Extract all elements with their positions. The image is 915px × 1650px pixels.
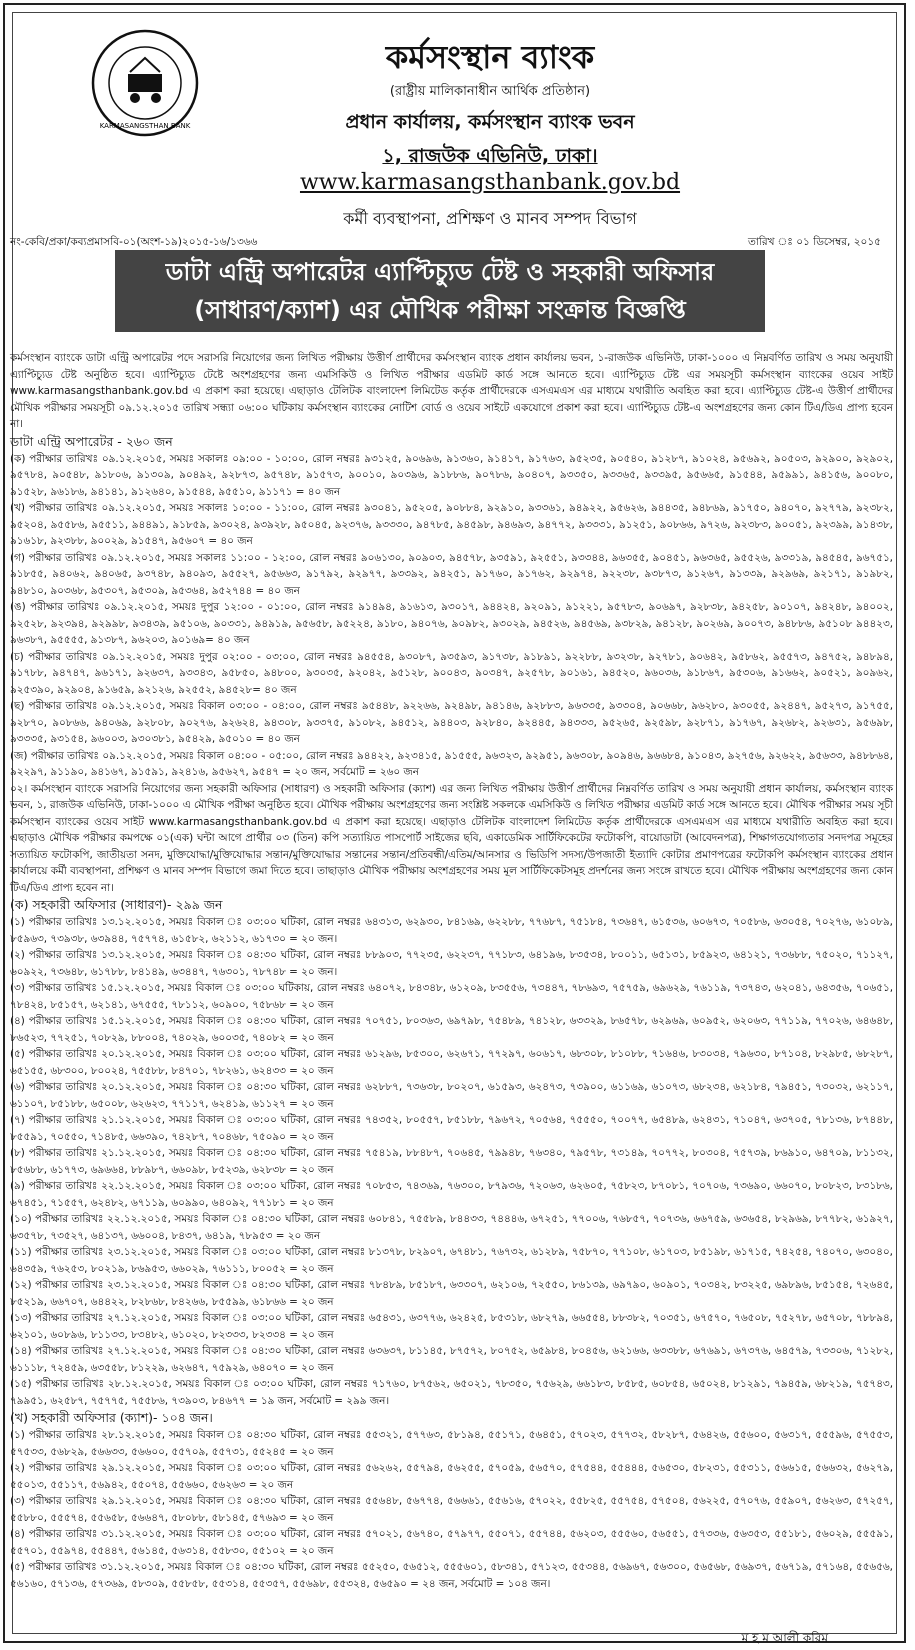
ao-general-group-1: (১) পরীক্ষার তারিখঃ ১৩.১২.২০১৫, সময়ঃ বিকাল ঃ ০৩:০০ ঘটিকা, রোল নম্বরঃ ৬৪৩১৩, ৬২৯৩০, ৮৪১৬৯, ৬২২৮৮, ৭৭৬৮৭, ৭৫১৮৪, ৭৩৬৪৭, ৬১৫৩৬, ৬০৬৭৩, ৭০৫৮৬, ৬৩০৫৪, ৭০২৭৬, ৬১০৮৯, ৮৫৯৬৩, ৭৩৯৩৮, ৬৩৯৪৪, ৭৫৭৭৪, ৬১৫৮২, ৬২১১২, ৬১৭৩০ = ২০ জন। [10,916,893,945]
deo-group-ga: (গ) পরীক্ষার তারিখঃ ০৯.১২.২০১৫, সময়ঃ সকালঃ ১১:০০ - ১২:০০, রোল নম্বরঃ ৯০৬১৩০, ৯০৯০৩, ৯৪৫৭৮, ৯৩৫৯১, ৯২৫৫১, ৯৩৩৪৪, ৯৬৩৫৫, ৯০৪৫১, ৯৬৩৬৫, ৯৫৫২৬, ৯৩৩১৯, ৯৪৫৪৫, ৯৬৭৫১, ৯১৮৫৫, ৯৪০৬২, ৯৪০৬৫, ৯৩৭৪৮, ৯৪০৯৩, ৯৫৫২৭, ৯৫৬৬৩, ৯১৭৯২, ৯২৯৭৭, ৯৩৩৯২, ৯৪২৫১, ৯১৭৬০, ৯১৭৬২, ৯২৯৭৪, ৯২২৩৮, ৯৩৮৭৩, ৯১২৬৭, ৯১৩৩৯, ৯২৯৬৯, ৯২১৭১, ৯১৯৮২, ৯৪৮১০, ৯০৩৬৮, ৯৫৩০৭, ৯৫৩০৯, ৯৫৩৬৪, ৯৫২৭৪৪ = ৪০ জন [10,551,893,597]
ao-general-group-11: (১১) পরীক্ষার তারিখঃ ২৩.১২.২০১৫, সময়ঃ বিকাল ঃ ০৩:০০ ঘটিকা, রোল নম্বরঃ ৮১৩৭৮, ৮২৯০৭, ৬৭৪৮১, ৭৬৭৩২, ৬১২৮৯, ৭৫৮৭০, ৭৭১০৮, ৬১৭০৩, ৮৫১৯৮, ৬১৭১৫, ৭৪২৫৪, ৭৪০৭০, ৬৩০৪০, ৬৪৩৫৯, ৭৬২৫৩, ৮০২১৯, ৮৬৯৫৩, ৬৬০২৯, ৭৬১১১, ৮০০৫২ = ২০ জন [10,1246,893,1275]
ao-general-group-4: (৪) পরীক্ষার তারিখঃ ১৫.১২.২০১৫, সময়ঃ বিকাল ঃ ০৪:৩০ ঘটিকা, রোল নম্বরঃ ৭০৭৫১, ৮০৩৬৩, ৬৯৭৯৮, ৭৫৪৮৯, ৭৪১২৮, ৬৩৩২৯, ৮৬৫৭৮, ৬২৯৬৯, ৬০৯৫২, ৬২০৬৩, ৭৭১১৯, ৭৭০২৬, ৬৪৬৪৮, ৮৬৫২৩, ৭৭২৫১, ৭০৮২৯, ৮৮০০৪, ৭৪০২৯, ৬০০৩৫, ৭৪০৮২ = ২০ জন [10,1015,893,1044]
bank-subtitle: (রাষ্ট্রীয় মালিকানাধীন আর্থিক প্রতিষ্ঠান) [389,84,591,99]
notice-title-line1: ডাটা এন্ট্রি অপারেটর এ্যাপ্টিচ্যুড টেষ্ট ও সহকারী অফিসার [165,258,715,286]
deo-heading: ডাটা এন্ট্রি অপারেটর - ২৬০ জন [10,433,173,449]
ao-intro-paragraph: ০২। কর্মসংস্থান ব্যাংকে সরাসরি নিয়োগের জন্য সহকারী অফিসার (সাধারণ) ও সহকারী অফিসার (ক্যাশ) এর জন্য লিখিত পরীক্ষায় উত্তীর্ণ প্রার্থীদের নিম্নবর্ণিত তারিখ ও সময় অনুযায়ী প্রধান কার্যালয়, কর্মসংস্থান ব্যাংক ভবন, ১, রাজউক এভিনিউ, ঢাকা-১০০০ এ মৌখিক পরীক্ষা অনুষ্ঠিত হবে। মৌখিক পরীক্ষায় অংশগ্রহণের জন্য সংশ্লিষ্ট সকলকে এমসিকিউ ও লিখিত পরীক্ষার এডমিট কার্ড সঙ্গে আনতে হবে। মৌখিক পরীক্ষার সময় সূচী কর্মসংস্থান ব্যাংকের ওয়েব সাইট www.karmasangsthanbank.gov.bd এ প্রকাশ করা হয়েছে। এছাড়াও টেলিটক বাংলাদেশ লিমিটেড কর্তৃক প্রার্থীদেরকে এসএমএস এর মাধ্যমে যথারীতি অবহিত করা হবে। এছাড়াও মৌখিক পরীক্ষার কমপক্ষে ০১(এক) ঘন্টা আগে প্রার্থীর ০৩ (তিন) কপি সত্যায়িত পাসপোর্ট সাইজের ছবি, একাডেমিক সার্টিফিকেটের ফটোকপি, বায়োডাটা (আবেদনপত্র), শিক্ষাগতযোগ্যতার সনদপত্র সমূহের সত্যায়িত ফটোকপি, জাতীয়তা সনদ, মুক্তিযোদ্ধা/মুক্তিযোদ্ধার সন্তান/মুক্তিযোদ্ধার সন্তানের সন্তান/প্রতিবন্ধী/এতিম/আনসার ও ভিডিপি সদস্য/উপজাতী ইত্যাদি কোটার প্রমাণপত্রের ফটোকপি কর্মসংস্থান ব্যাংকের প্রধান কার্যালয়ে কর্মী ব্যবস্থাপনা, প্রশিক্ষণ ও মানব সম্পদ বিভাগে জমা দিতে হবে। তাছাড়াও মৌখিক পরীক্ষায় অংশগ্রহণের সময় মূল সার্টিফিকেটসমূহ প্রদর্শনের জন্য সংঙ্গে রাখতে হবে। মৌখিক পরীক্ষায় অংশগ্রহণের জন্য কোন টিএ/ডিএ প্রাপ্য হবেন না। [10,782,893,894]
ao-cash-group-5: (৫) পরীক্ষার তারিখঃ ৩১.১২.২০১৫, সময়ঃ বিকাল ঃ ০৪:৩০ ঘটিকা, রোল নম্বরঃ ৫৫২৫০, ৫৬৫১২, ৫৫৫৬০১, ৫৮৩৪১, ৫৭১২৩, ৫৫৩৪৪, ৫৬৯৬৭, ৫৬৩০০, ৫৬৫৬৮, ৫৬৯৩৭, ৫৬৭১৯, ৫৭১৬৪, ৫৫৬৫৬, ৫৬১৬০, ৫৭১৩৬, ৫৭৩৬৯, ৫৮৩০৯, ৫৫৮৫৮, ৫৫৩১৪, ৫৫৩৫৭, ৫৫৬৯৮, ৫৫৩২৪, ৫৬৫৯০ = ২৪ জন, সর্বমোট = ১০৪ জন। [10,1561,893,1590]
ao-general-group-10: (১০) পরীক্ষার তারিখঃ ২২.১২.২০১৫, সময়ঃ বিকাল ঃ ০৪:৩০ ঘটিকা, রোল নম্বরঃ ৬০৮৪১, ৭৫৫৮৯, ৮৪৪৩৩, ৭৪৪৪৬, ৬৭২৫১, ৭৭০০৬, ৭৬৮৫৭, ৭০৭৩৬, ৬৬৭৫৯, ৬৩৬৫৪, ৮২৯৬৯, ৮৭৭৮২, ৬১৯২৭, ৬৩৫৭৮, ৭৩৫২৭, ৬৪১৩৭, ৬৬০০৪, ৮৪৩৭, ৬৪১৯, ৭৮৯৫৩ = ২০ জন [10,1213,893,1242]
deo-group-cha: (চ) পরীক্ষার তারিখঃ ০৯.১২.২০১৫, সময়ঃ দুপুর ০২:০০ - ০৩:০০, রোল নম্বরঃ ৯৪৫৫৪, ৯৩০৮৭, ৯৩৫৯৩, ৯১৭৩৮, ৯১৮৯১, ৯২২৮৮, ৯৩২৩৮, ৯২৭৮১, ৯০৬৪২, ৯৫৮৬২, ৯৫৫৭৩, ৯৪৭৫২, ৯৪৮৯৪, ৯১৭৮৮, ৯৪৭৪৭, ৯৬১৭১, ৯২৬৩৭, ৯৩৩৪৩, ৯৫৮৫০, ৯৪৮০০, ৯৩০৩৫, ৯২০৪২, ৯৫১২৮, ৯০০৪৩, ৯০৩৪৭, ৯২৫৭৮, ৯০১৬১, ৯৪৫২০, ৯৬০৩৬, ৯১৮৬৭, ৯৫৩০৬, ৯১৬৬২, ৯০৫২১, ৯০৯৬২, ৯২৫৩৯০, ৯২৯০৪, ৯১৬৫৯, ৯২১২৬, ৯২৫৫২, ৯৪৫২৮= ৪০ জন [10,650,893,696]
deo-group-umo: (ঙ) পরীক্ষার তারিখঃ ০৯.১২.২০১৫, সময়ঃ দুপুর ১২:০০ - ০১:০০, রোল নম্বরঃ ৯১৪৯৪, ৯১৬১৩, ৯৩০১৭, ৯৪৪২৪, ৯২০৯১, ৯১২২১, ৯৫৭৮৩, ৯০৬৯৭, ৯২৮৩৮, ৯৪২৫৮, ৯০১০৭, ৯৪২৪৮, ৯৪০০২, ৯২৫২৮, ৯২৩৯৪, ৯২৯৯৮, ৯৩৪৩৯, ৯৫১০৬, ৯০৩৩১, ৯৪৯১৯, ৯৫৬৫৮, ৯৫২২৪, ৯১৮০, ৯৪০৭৬, ৯০৯৮২, ৯৩০২৯, ৯৪৫২৬, ৯৪৫৬৯, ৯৩৮২৯, ৯৪১২৮, ৯০২৬৯, ৯০০৭৩, ৯৪৮৮৬, ৯৫১০৮ ৯৪৪২৩, ৯৬৩৮৭, ৯৫৫৫৫, ৯১৩৮৭, ৯৬২০৩, ৯০১৬৯= ৪০ জন [10,601,893,646]
ao-general-group-3: (৩) পরীক্ষার তারিখঃ ১৫.১২.২০১৫, সময়ঃ বিকাল ঃ ০৩:০০ ঘটিকায়, রোল নম্বরঃ ৬৪০৭২, ৮৪৩৪৮, ৬১২০৯, ৮৩৫৫৬, ৭৩৪৪৭, ৭৮৬৯৩, ৭৫৭৫৯, ৬৯৬২৯, ৭৬১১৯, ৭৩৭৪৩, ৬২০৪১, ৬৪৩৫৬, ৭০৬৫১, ৭৮৪২৪, ৮৫১৫৭, ৬২১৪১, ৬৭৫৫৫, ৭৮১১২, ৬০৯০০, ৭৫৮৬৮ = ২০ জন [10,982,893,1011]
ao-general-group-14: (১৪) পরীক্ষার তারিখঃ ২৭.১২.২০১৫, সময়ঃ বিকাল ঃ ০৪:৩০ ঘটিকা, রোল নম্বরঃ ৬৩৬৩৭, ৮১১৪৫, ৮৭৫৭২, ৮০৭৫২, ৬৫৯৮৪, ৮০৪৫৬, ৬২১৬৬, ৬৩৩৮৮, ৬৭৬৯১, ৬৭৩৭৬, ৬৪৫৭৯, ৭৩৩০৬, ৭১২৮২, ৬১১১৮, ৭২৪৫৯, ৬৩৫৫৮, ৮১২২৯, ৬২৬৪৭, ৭৫৯২৯, ৬৪০৭০ = ২০ জন [10,1345,893,1374]
ao-general-group-12: (১২) পরীক্ষার তারিখঃ ২৩.১২.২০১৫, সময়ঃ বিকাল ঃ ০৪:৩০ ঘটিকা, রোল নম্বরঃ ৭৮৪৮৯, ৮৫১৮৭, ৬৩৩০৭, ৬২১০৬, ৭২৫৫০, ৮৬১৩৯, ৬৯৭৯০, ৬০৯০১, ৭০৩৪২, ৮৩২২৫, ৬৯৮৯৬, ৮৫১৫৪, ৭২৬৪৫, ৮৫২১৯, ৬৬৭০৭, ৬৪৪২২, ৮২৮৬৮, ৮৪২৬৬, ৮৫৫৯৯, ৬১৮৬৬ = ২০ জন [10,1279,893,1308]
bank-logo-icon [90,28,200,138]
bank-address: ১, রাজউক এভিনিউ, ঢাকা। [382,145,598,167]
memo-date: তারিখ ঃ ০১ ডিসেম্বর, ২০১৫ [747,236,881,248]
notice-title-banner [115,250,765,332]
bank-website-link[interactable]: www.karmasangsthanbank.gov.bd [299,170,681,195]
ao-cash-heading: (খ) সহকারী অফিসার (ক্যাশ)- ১০৪ জন। [10,1410,213,1425]
deo-group-kha: (খ) পরীক্ষার তারিখঃ ০৯.১২.২০১৫, সময়ঃ সকালঃ ১০:০০ - ১১:০০, রোল নম্বরঃ ৯৩০৪১, ৯৫২০৫, ৯০৮৮৪, ৯২৯১০, ৯৩৩৬১, ৯৪৯২২, ৯৫৬২৬, ৯৪৪৩৫, ৯৪৮৬৯, ৯১৭৫০, ৯৪০৭০, ৯২৭৭৯, ৯২৩৮২, ৯৫২০৪, ৯৫৫৮৬, ৯৫৫১১, ৯৪৪৯১, ৯১৮৫৯, ৯৩০২৪, ৯৩৯২৮, ৯৫০৪৫, ৯২৩৭৬, ৯৩৩৩০, ৯৪৭৮৫, ৯৪৫৯৮, ৯৪৬৯৩, ৯৪৭৭২, ৯৩৩৩১, ৯১২৫১, ৯০৮৬৬, ৯৭২৬, ৯২৩৮৩, ৯০০৫১, ৯২৩৯৯, ৯১৪৩৮, ৯১৬১৮, ৯২৩৮৮, ৯০০২৯, ৯১৫৪৭, ৯৫৬০৭ = ৪০ জন [10,502,893,547]
department-name: কর্মী ব্যবস্থাপনা, প্রশিক্ষণ ও মানব সম্পদ বিভাগ [343,209,637,228]
signatory-name: ম হ ম আলী করিম [741,1631,828,1645]
notice-page [10,10,903,1645]
notice-body [10,350,893,1592]
ao-general-heading: (ক) সহকারী অফিসার (সাধারণ)- ২৯৯ জন [10,897,223,912]
head-office: প্রধান কার্যালয়, কর্মসংস্থান ব্যাংক ভবন [345,111,635,133]
ao-general-group-6: (৬) পরীক্ষার তারিখঃ ২০.১২.২০১৫, সময়ঃ বিকাল ঃ ০৪:৩০ ঘটিকা, রোল নম্বরঃ ৬২৮৮৭, ৭৩৬৩৮, ৮০২০৭, ৬১৫৯৩, ৬২৪৭৩, ৭৩৯০০, ৬১১৬৯, ৬১০৭৩, ৬৮২৩৪, ৬২১৮৪, ৭৯৪৫১, ৭৩০৩২, ৬২১১৭, ৬১১০৭, ৮৫১৮৮, ৬৫০০৮, ৬২৬২৩, ৭৭১১৭, ৬২৪১৯, ৬১১২৭ = ২০ জন [10,1081,893,1110]
ao-cash-group-1: (১) পরীক্ষার তারিখঃ ২৮.১২.২০১৫, সময়ঃ বিকাল ঃ ০৪:৩০ ঘটিকা, রোল নম্বরঃ ৫৫৩২১, ৫৭৭৬৩, ৫৮১৯৪, ৫৫১৭১, ৫৬৪৫১, ৫৭০২৩, ৫৭৭৩২, ৫৮২৮৭, ৫৬৪২৬, ৫৫৬০০, ৫৬৩১৭, ৫৫৫৯৬, ৫৭৫৫৩, ৫৭৫৩৩, ৫৬৮২৯, ৫৬৬৩৩, ৫৬৬০০, ৫৫৭০৯, ৫৫৭৩১, ৫৫২৪৫ = ২০ জন [10,1429,893,1458]
notice-title-line2: (সাধারণ/ক্যাশ) এর মৌখিক পরীক্ষা সংক্রান্ত বিজ্ঞপ্তি [194,296,686,324]
ao-cash-group-4: (৪) পরীক্ষার তারিখঃ ৩১.১২.২০১৫, সময়ঃ বিকাল ঃ ০৩:০০ ঘটিকা, রোল নম্বরঃ ৫৭০২১, ৫৬৭৪০, ৫৭৯৭৭, ৫৫০৭১, ৫৫৭৪৪, ৫৬২০৩, ৫৫৫৬০, ৫৬৫৫১, ৫৭৩৩৬, ৫৬৩৫৩, ৫৫১৮১, ৫৬০২৯, ৫৫৫৯১, ৫৫৭০১, ৫৫৯৭৪, ৫৫৪৪৭, ৫৬১৪৫, ৫৬৩১৪, ৫৫৮৩০, ৫৫১০২ = ২০ জন [10,1528,893,1557]
ao-general-group-7: (৭) পরীক্ষার তারিখঃ ২১.১২.২০১৫, সময়ঃ বিকাল ঃ ০৩:০০ ঘটিকা, রোল নম্বরঃ ৭৪৩৫২, ৮০৫৫৭, ৮৫১৮৮, ৭৯৬৭২, ৭০৫৬৪, ৭৫৫৫০, ৭০০৭৭, ৬৫৪৮৯, ৬২৪৩১, ৭১০৪৭, ৬৩৭০৫, ৭৮১৩৬, ৮৭৪৪৮, ৮৫৫৯১, ৭০৫৫০, ৭১৪৮৫, ৬৬৩৯০, ৭৪২৮৭, ৭০৪৬৮, ৭৫০৯০ = ২০ জন [10,1114,893,1143]
ao-general-group-9: (৯) পরীক্ষার তারিখঃ ২২.১২.২০১৫, সময়ঃ বিকাল ঃ ০৩:০০ ঘটিকা, রোল নম্বরঃ ৭০৮৫৩, ৭৪৩৬৯, ৭৬৩০০, ৮৭৯৩৬, ৭২০৬৩, ৬২৬০৫, ৭৫৮২৩, ৮৭০৮১, ৭০৭০৬, ৭৩৬৯০, ৬৬০৭০, ৮০৮২৩, ৮৩১৮৬, ৬৭৪৫১, ৭১৫৫৭, ৬২৪৮২, ৬৭১১৯, ৬০৯৯০, ৬৪০৯২, ৭৭১৮১ = ২০ জন [10,1180,893,1209]
intro-paragraph: কর্মসংস্থান ব্যাংকে ডাটা এন্ট্রি অপারেটর পদে সরাসরি নিয়োগের জন্য লিখিত পরীক্ষায় উত্তীর্ণ প্রার্থীদের কর্মসংস্থান ব্যাংক প্রধান কার্যালয় ভবন, ১-রাজউক এভিনিউ, ঢাকা-১০০০ এ নিম্নবর্ণিত তারিখ ও সময় অনুযায়ী এ্যাপ্টিচ্যুড টেষ্ট অনুষ্ঠিত হবে। এ্যাপ্টিচ্যুড টেষ্টে অংশগ্রহণের জন্য এমসিকিউ ও লিখিত পরীক্ষার এডমিট কার্ড সঙ্গে আনতে হবে। এ্যাপ্টিচ্যুড টেষ্ট এর সময়সূচী কর্মসংস্থান ব্যাংকের ওয়েব সাইট www.karmasangsthanbank.gov.bd এ প্রকাশ করা হয়েছে। এছাড়াও টেলিটক বাংলাদেশ লিমিটেড কর্তৃক প্রার্থীদেরকে এসএমএস এর মাধ্যমে যথারীতি অবহিত করা হবে। এ্যাপ্টিচ্যুড টেষ্ট-এ উত্তীর্ণ প্রার্থীদের মৌখিক পরীক্ষার সময়সূচী ০৯.১২.২০১৫ তারিখ সন্ধ্যা ০৬:০০ ঘটিকায় কর্মসংস্থান ব্যাংকের নোটিশ বোর্ড ও ওয়েব সাইটে একযোগে প্রকাশ করা হবে। এ্যাপ্টিচ্যুড টেষ্ট-এ অংশগ্রহণের জন্য কোন টিএ/ডিএ প্রাপ্য হবেন না। [10,352,893,430]
ao-cash-group-2: (২) পরীক্ষার তারিখঃ ২৯.১২.২০১৫, সময়ঃ বিকাল ঃ ০৩:০০ ঘটিকা, রোল নম্বরঃ ৫৬২৬২, ৫৫৭৯৪, ৫৬২৫৫, ৫৭০৫৯, ৫৬৫৭০, ৫৭৫৪৪, ৫৫৪৪৪, ৫৬৫৩০, ৫৮২৩১, ৫৫৩১১, ৫৬৬১৫, ৫৬৬৩২, ৫৬২৭৯, ৫৫০১৩, ৫৫১১৭, ৫৬৯৪২, ৫৫০৭৪, ৫৫৬৬০, ৫৬২৬৩ = ২০ জন [10,1462,893,1491]
ao-general-group-15: (১৫) পরীক্ষার তারিখঃ ২৮.১২.২০১৫, সময়ঃ বিকাল ঃ ০৩:০০ ঘটিকা, রোল নম্বরঃ ৭১৭৬০, ৮৭৫৬২, ৬৫০২১, ৭৮৩৫০, ৭৫৬২৯, ৬৬১৮৩, ৮৫৮৫, ৬০৮৫৪, ৬৫০২৪, ৮১২৯১, ৭৯৪৫৯, ৬৮২১৯, ৭৫৭৪৩, ৭৯৯৫১, ৬২৫৮৭, ৭৫৭৭৫, ৭৫৫৮৬, ৭৩৯০৩, ৮৪৬৭৭ = ১৯ জন, সর্বমোট = ২৯৯ জন। [10,1378,893,1407]
bank-name: কর্মসংস্থান ব্যাংক [385,38,595,76]
ao-general-group-13: (১৩) পরীক্ষার তারিখঃ ২৭.১২.২০১৫, সময়ঃ বিকাল ঃ ০৩:০০ ঘটিকা, রোল নম্বরঃ ৬৫৪৩১, ৬৩৭৭৬, ৬২৪২৫, ৮৫৩১৮, ৬৮২৭৯, ৬৬৫৫৪, ৮৮৩৮২, ৭০৩৫১, ৬৭৫৭০, ৭৬৫০৮, ৭৫২৭৮, ৬৫৭০৮, ৭৮৮৯৪, ৬২১০১, ৬০৮৯৬, ৮১১৩৩, ৮৩৪৮২, ৬১০২০, ৮২৩৩৩, ৮২৩৩৪ = ২০ জন [10,1312,893,1341]
ao-general-group-5: (৫) পরীক্ষার তারিখঃ ২০.১২.২০১৫, সময়ঃ বিকাল ঃ ০৩:০০ ঘটিকা, রোল নম্বরঃ ৬১২৯৬, ৮৫৩০০, ৬২৬৭১, ৭৭২৯৭, ৬০৬১৭, ৬৮৩০৮, ৮১০৮৮, ৭১৬৪৬, ৮৩০৩৪, ৭৯৬৩০, ৮৭১০৪, ৮২৯৮৫, ৬৮২৮৭, ৬৫১৫৫, ৬৮৩০০, ৮০০২৪, ৭৫৫৮৮, ৮৪৭০১, ৭৮২৬১, ৬২৪৩৩ = ২০ জন [10,1048,893,1077]
ao-cash-group-3: (৩) পরীক্ষার তারিখঃ ২৯.১২.২০১৫, সময়ঃ বিকাল ঃ ০৪:৩০ ঘটিকা, রোল নম্বরঃ ৫৫৬৪৮, ৫৬৭৭৪, ৫৬৬৬১, ৫৫৬১৬, ৫৭০২২, ৫৫৮২৫, ৫৫৭৫৪, ৫৭৫০৪, ৫৬২২৫, ৫৭০৭৬, ৫৫৯০৭, ৫৬২৬৩, ৫৭২৫৭, ৫৫৮৮০, ৫৫৫৭৪, ৫৫৬৫৮, ৫৬৬৪৭, ৫৮০৮৮, ৫৮১৪৫, ৫৭৬৯৩ = ২০ জন [10,1495,893,1524]
deo-group-ka: (ক) পরীক্ষার তারিখঃ ০৯.১২.২০১৫, সময়ঃ সকালঃ ০৯:০০ - ১০:০০, রোল নম্বরঃ ৯৩১২৫, ৯০৬৯৬, ৯১৩৬০, ৯১৪১৭, ৯১৭৬৩, ৯৫২৩৫, ৯০৫৪০, ৯১২৮৭, ৯১০২৪, ৯৫৬৯২, ৯০৫০৩, ৯২৯০০, ৯২৯০২, ৯৫৭৮৪, ৯০৫৪৮, ৯১৮০৬, ৯১৩০৯, ৯০৪৯২, ৯২৮৭৩, ৯৫৭৪৮, ৯১৫৭৩, ৯০০১০, ৯০৩৯৬, ৯১৮৮৬, ৯০৭৮৬, ৯০৪০৭, ৯৩৩৫০, ৯৩৩৬৫, ৯৩৩৯৫, ৯৫৬৬৫, ৯১৫৪৪, ৯৫৯৯১, ৯৪১৫৬, ৯০০৮০, ৯১৫২৮, ৯৬১৮৬, ৯৪১৪১, ৯১২৬৪০, ৯১৫৪৪, ৯৫৫১০, ৯১১৭১ = ৪০ জন [10,452,893,498]
ao-general-group-8: (৮) পরীক্ষার তারিখঃ ২১.১২.২০১৫, সময়ঃ বিকাল ঃ ০৪:৩০ ঘটিকা, রোল নম্বরঃ ৭৫৪১৯, ৮৮৪৮৭, ৭০৬৪৫, ৭৯৯৪৮, ৭৬৩৪০, ৭৯৫৭৮, ৭৩১৪৯, ৭০৭৭২, ৮০৩০৪, ৭৫৭৩৯, ৮৬৯১০, ৬৪৭০৯, ৮১১৩২, ৮৫৬৮৮, ৬১৭৭৩, ৬৯৬৬৪, ৮৮৯৮৭, ৬৬০৯৮, ৮৫২৩৯, ৬২৮৩৮ = ২০ জন [10,1147,893,1176]
ao-general-group-2: (২) পরীক্ষার তারিখঃ ১৩.১২.২০১৫, সময়ঃ বিকাল ঃ ০৪:৩০ ঘটিকা, রোল নম্বরঃ ৮৮৯০৩, ৭৭২৩৫, ৬২২৩৭, ৭৭১৮৩, ৬৪১৯৬, ৮৩৫৩৪, ৮০০১১, ৬৫১৩১, ৮৫৯২৩, ৬৪১২১, ৭৩৬৮৮, ৭৫০২০, ৭১১২৭, ৬০৯২২, ৭৩৬৪৮, ৬১৭৮৮, ৮৪১৪৯, ৬৩৪৪৭, ৭৬৩০১, ৭৮৭৪৮ = ২০ জন। [10,949,893,978]
memo-number: নং-কেবি/প্রকা/কব্যপ্রমাসবি-০১(অংশ-১৯)২০১৫-১৬/১৩৬৬ [10,236,258,248]
deo-group-ja: (জ) পরীক্ষার তারিখঃ ০৯.১২.২০১৫, সময়ঃ বিকাল ০৪:০০ - ০৫:০০, রোল নম্বরঃ ৯৪৪২২, ৯২৩৪১৫, ৯১৫৫৫, ৯৬৩২৩, ৯২৯৫১, ৯৬৩০৮, ৯০৯৪৬, ৯৬৬৮৪, ৯১০৪৩, ৯২৭৫৬, ৯২৬২২, ৯৫৬৩৩, ৯৪৮৮৬৪, ৯২২৯৭, ৯১১৯০, ৯৪১৬৭, ৯১৫৯১, ৯২৪১৬, ৯৫৬২৭, ৯৫৪৭ = ২০ জন, সর্বমোট = ২৬০ জন [10,749,893,778]
deo-group-chha: (ছ) পরীক্ষার তারিখঃ ০৯.১২.২০১৫, সময়ঃ বিকাল ০৩:০০ - ০৪:০০, রোল নম্বরঃ ৯৫৪৪৮, ৯২২৬৬, ৯২৪৯৮, ৯৪১৪৬, ৯২৮৮৩, ৯৬৩৩৫, ৯৩৩০৪, ৯০৬৬৮, ৯৬২৮০, ৯৩০৫৫, ৯২৪৪৭, ৯৫২৭৩, ৯১৭৫৫, ৯২৮৭০, ৯০৮৬৬, ৯৪০৬৯, ৯২৮০৮, ৯০২৭৬, ৯২৬২৪, ৯৪৩০৮, ৯৩৩৭৫, ৯১০৮২, ৯৪৫১২, ৯৪৪০৩, ৯২৮৪০, ৯২৪৪৫, ৯৪৩৩৩, ৯৫২৬৫, ৯২৫৯৮, ৯২৮৭১, ৯১৭৬৭, ৯২৬৮২, ৯২৬৩১, ৯৫৬৯৮, ৯৩৩৩৫, ৯৩১৫৪, ৯৬০০৩, ৯৩০৩৮১, ৯৫৪২৯, ৯৫০১০ = ৪০ জন [10,700,893,745]
svg-text:KARMASANGSTHAN BANK: KARMASANGSTHAN BANK [99,122,191,130]
